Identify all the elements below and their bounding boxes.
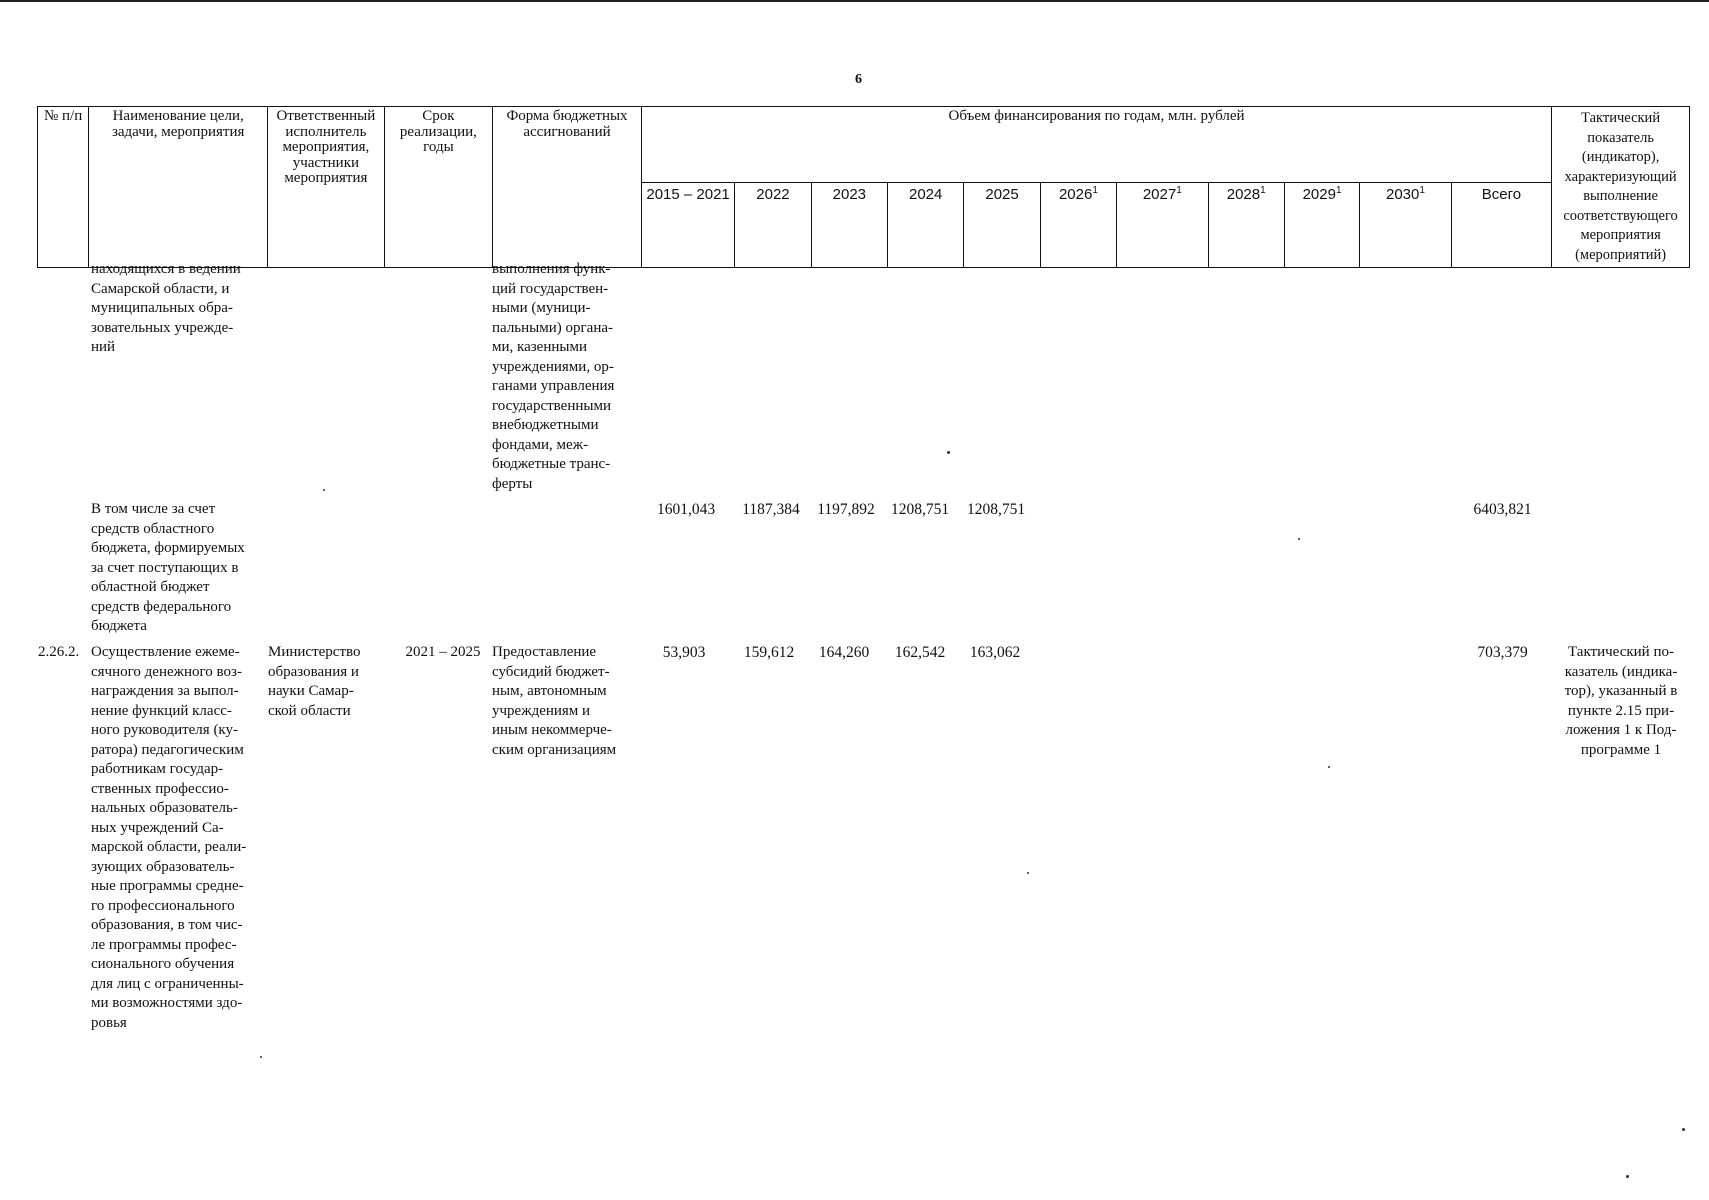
row-2-26-2-term: 2021 – 2025 [405, 644, 481, 660]
row-federal-value-2025: 1208,751 [966, 501, 1026, 518]
row-federal-value-2015-2021: 1601,043 [656, 501, 716, 518]
row-2-26-2-total: 703,379 [1477, 644, 1528, 661]
year-label: 2026 [1058, 185, 1093, 203]
scan-speck [1682, 1128, 1685, 1131]
header-year-2015-2021: 2015 – 2021 [641, 182, 734, 267]
row-2-26-2-value-2023: 164,260 [818, 644, 870, 661]
row-2-26-2-num: 2.26.2. [38, 644, 80, 660]
row-2-26-2-value-2015-2021: 53,903 [662, 644, 706, 661]
year-label: 2029 [1302, 185, 1336, 203]
header-indicator: Тактический показатель (индикатор), характеризующий выполнение соответствующего мероприятия (мероприятий) [1552, 107, 1690, 268]
row-2-26-2-form: Предоставление субсидий бюджет- ным, автономным учреждениям и иным некоммерче- ским организациям [492, 644, 617, 758]
scan-speck [1027, 872, 1029, 874]
row-federal-total: 6403,821 [1473, 501, 1532, 518]
row-continuation-name: находящихся в ведении Самарской области, и муниципальных обра- зовательных учрежде- ний [91, 261, 241, 355]
row-2-26-2-name: Осуществление ежеме- сячного денежного воз- награждения за выпол- нение функций класс- ного руководителя (ку- ратора) педагогическим работникам государ- ственных профессио- нальных образователь- ных учреждений Са- марской области, реали- зующих образователь- ные программы средне- го профессионального образования, в том чис- ле программы профес- сионального обучения для лиц с ограниченны- ми возможностями здо- ровья [91, 644, 247, 1031]
footnote-mark: 1 [1419, 184, 1425, 196]
footnote-mark: 1 [1260, 184, 1266, 196]
scan-speck [323, 489, 325, 491]
row-federal-funds-name: В том числе за счет средств областного бюджета, формируемых за счет поступающих в областной бюджет средств федерального бюджета [91, 501, 245, 634]
row-2-26-2-value-2022: 159,612 [743, 644, 795, 661]
header-year-2022: 2022 [735, 182, 811, 267]
page-number: 6 [855, 72, 862, 87]
header-year-2027 [1117, 182, 1208, 267]
year-label: 2027 [1142, 185, 1177, 203]
scan-speck [260, 1056, 262, 1058]
row-federal-value-2024: 1208,751 [890, 501, 950, 518]
scan-speck [1298, 538, 1300, 540]
row-2-26-2-indicator: Тактический по- казатель (индика- тор), указанный в пункте 2.15 при- ложения 1 к Под- программе 1 [1564, 644, 1678, 758]
row-continuation-form: выполнения функ- ций государствен- ными (муници- пальными) органа- ми, казенными учреждениями, ор- ганами управления государственными внебюджетными фондами, меж- бюджетные транс- ферты [492, 261, 615, 492]
header-form: Форма бюджетных ассигнований [493, 107, 642, 268]
row-federal-value-2023: 1197,892 [817, 501, 875, 518]
header-num: № п/п [38, 107, 89, 268]
header-year-2023: 2023 [811, 182, 887, 267]
header-name: Наименование цели, задачи, мероприятия [89, 107, 268, 268]
header-responsible: Ответственный исполнитель мероприятия, участники мероприятия [268, 107, 385, 268]
row-federal-value-2022: 1187,384 [742, 501, 800, 518]
footnote-mark: 1 [1092, 184, 1098, 196]
table-header [37, 106, 1690, 268]
header-total: Всего [1451, 182, 1552, 267]
footnote-mark: 1 [1335, 184, 1342, 196]
header-year-2024: 2024 [888, 182, 964, 267]
page-top-edge [0, 0, 1709, 2]
header-year-2028 [1208, 182, 1284, 267]
scan-speck [947, 451, 950, 454]
header-year-2029 [1284, 182, 1359, 267]
header-year-2030 [1360, 182, 1451, 267]
scan-speck [1328, 766, 1330, 768]
header-year-2026 [1040, 182, 1116, 267]
row-2-26-2-value-2024: 162,542 [894, 644, 946, 661]
row-2-26-2-responsible: Министерство образования и науки Самар- ской области [268, 644, 361, 719]
scan-speck [1626, 1175, 1629, 1178]
header-term: Срок реализации, годы [384, 107, 493, 268]
row-2-26-2-value-2025: 163,062 [969, 644, 1021, 661]
year-label: 2028 [1226, 185, 1261, 203]
header-funding: Объем финансирования по годам, млн. рублей [641, 107, 1551, 183]
header-year-2025: 2025 [964, 182, 1040, 267]
year-label: 2030 [1386, 185, 1420, 203]
footnote-mark: 1 [1176, 184, 1182, 196]
